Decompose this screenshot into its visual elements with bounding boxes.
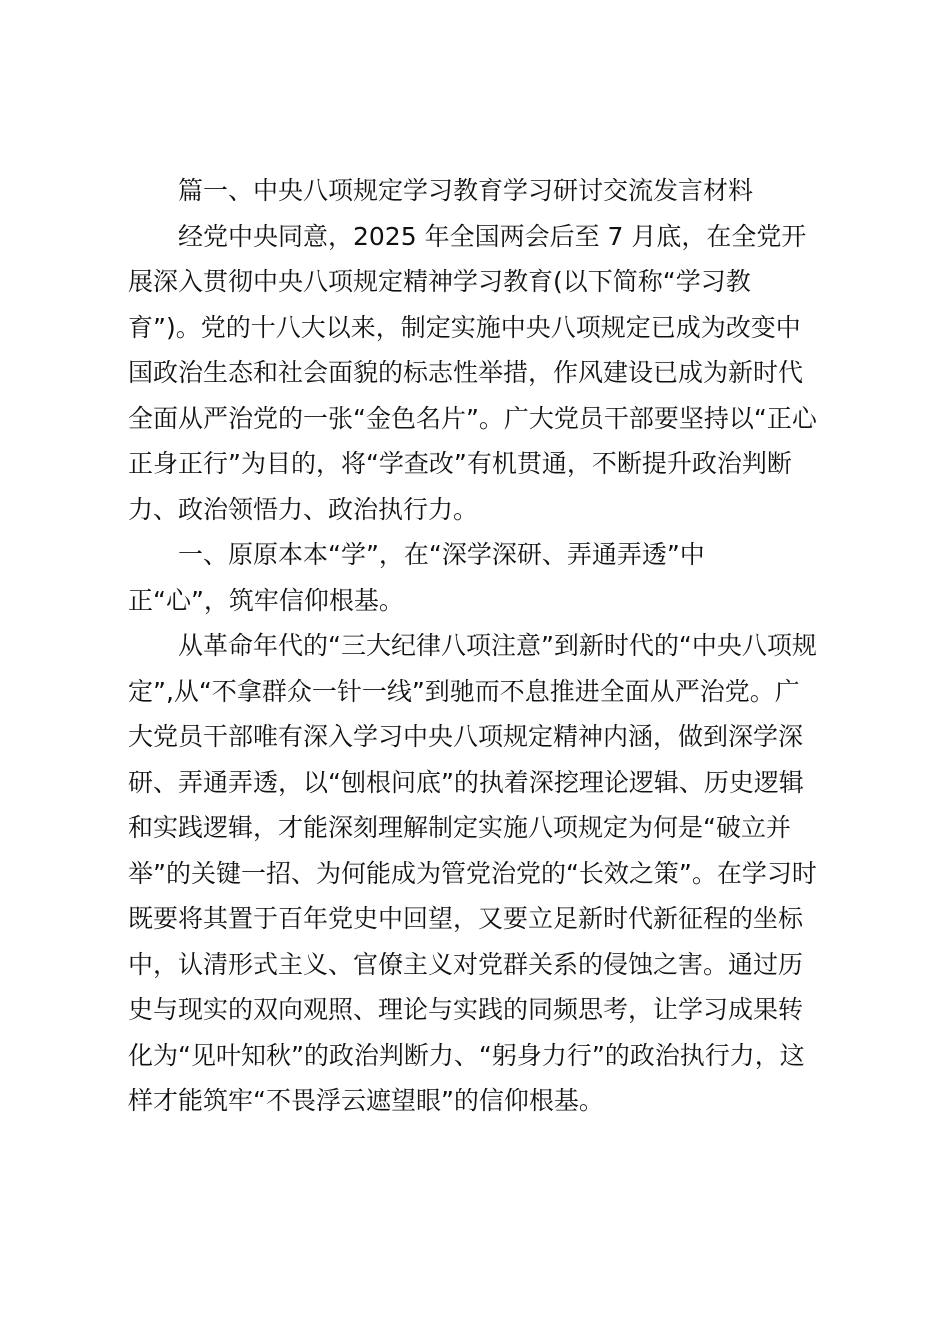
paragraph-line: 史与现实的双向观照、理论与实践的同频思考，让学习成果转: [128, 995, 804, 1024]
heading-line: 正“心”，筑牢信仰根基。: [128, 585, 404, 615]
paragraph-line: 展深入贯彻中央八项规定精神学习教育(以下简称“学习教: [128, 267, 751, 296]
paragraph-line: 样才能筑牢“不畏浮云遮望眼”的信仰根基。: [128, 1086, 604, 1115]
paragraph-line: 大党员干部唯有深入学习中央八项规定精神内涵，做到深学深: [128, 722, 804, 751]
paragraph-line: 既要将其置于百年党史中回望，又要立足新时代新征程的坐标: [128, 904, 804, 933]
paragraph-line: 和实践逻辑，才能深刻理解制定实施八项规定为何是“破立并: [128, 813, 791, 842]
title-line: 篇一、中央八项规定学习教育学习研讨交流发言材料: [178, 176, 754, 205]
section-heading: [128, 532, 828, 623]
paragraph-line: 经党中央同意，2025 年全国两会后至 7 月底，在全党开: [178, 221, 807, 251]
paragraph-line: 从革命年代的“三大纪律八项注意”到新时代的“中央八项规: [178, 631, 817, 660]
paragraph-line: 中，认清形式主义、官僚主义对党群关系的侵蚀之害。通过历: [128, 949, 804, 979]
paragraph-line: 育”)。党的十八大以来，制定实施中央八项规定已成为改变中: [128, 312, 801, 342]
paragraph-line: 国政治生态和社会面貌的标志性举措，作风建设已成为新时代: [128, 358, 804, 387]
paragraph-line: 举”的关键一招、为何能成为管党治党的“长效之策”。在学习时: [128, 858, 817, 888]
heading-line: 一、原原本本“学”，在“深学深研、弄通弄透”中: [178, 540, 705, 569]
document-title: [128, 168, 828, 214]
paragraph-line: 全面从严治党的一张“金色名片”。广大党员干部要坚持以“正心: [128, 403, 817, 433]
paragraph-line: 定”,从“不拿群众一针一线”到驰而不息推进全面从严治党。广: [128, 676, 800, 706]
paragraph-line: 力、政治领悟力、政治执行力。: [128, 494, 479, 524]
paragraph-line: 正身正行”为目的，将“学查改”有机贯通，不断提升政治判断: [128, 449, 792, 478]
paragraph-line: 化为“见叶知秋”的政治判断力、“躬身力行”的政治执行力，这: [128, 1040, 805, 1070]
paragraph-line: 研、弄通弄透，以“刨根问底”的执着深挖理论逻辑、历史逻辑: [128, 767, 804, 797]
intro-paragraph: [128, 214, 828, 533]
body-paragraph: [128, 623, 828, 1124]
document-body: [128, 168, 828, 1124]
